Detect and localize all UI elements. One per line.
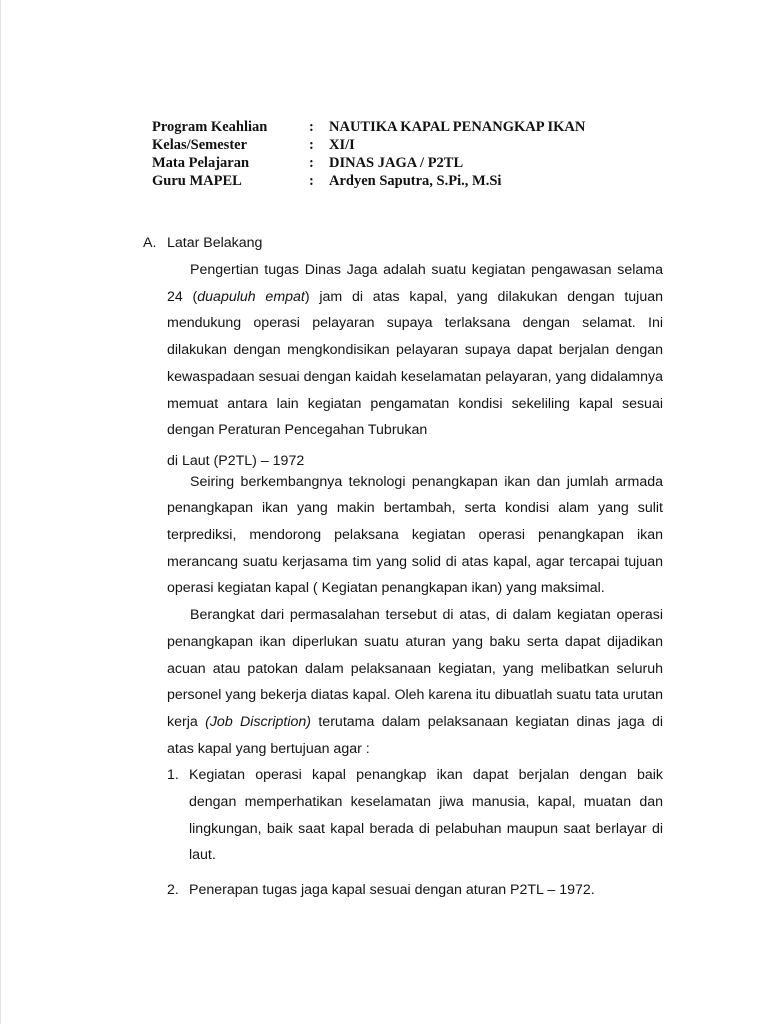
meta-label: Guru MAPEL — [152, 173, 242, 189]
paragraph-berangkat — [167, 602, 663, 762]
meta-colon: : — [309, 173, 314, 189]
meta-row-mapel — [152, 154, 585, 172]
document-meta-table — [152, 118, 585, 190]
section-title: Latar Belakang — [167, 235, 263, 251]
meta-row-program — [152, 118, 585, 136]
paragraph-seiring: Seiring berkembangnya teknologi penangkapan ikan dan jumlah armada penangkapan ikan yang makin bertambah, serta kondisi alam yang sulit terprediksi, mendorong pelaksana kegiatan operasi penangkapan ikan merancang suatu kerjasama tim yang solid di atas kapal, agar tercapai tujuan operasi kegiatan kapal ( Kegiatan penangkapan ikan) yang maksimal. — [167, 473, 663, 597]
document-body — [143, 231, 663, 904]
paragraph-text: terutama dalam pelaksanaan kegiatan dinas jaga di atas kapal yang bertujuan agar : — [167, 713, 663, 757]
list-item — [167, 877, 663, 904]
meta-label: Mata Pelajaran — [152, 155, 250, 171]
objectives-list — [167, 762, 663, 904]
paragraph-italic-text: (Job Discription) — [205, 713, 312, 730]
meta-label: Program Keahlian — [152, 119, 268, 135]
meta-value: DINAS JAGA / P2TL — [329, 155, 464, 171]
paragraph-italic-text: duapuluh empat — [197, 288, 305, 305]
list-item-number: 1. — [167, 767, 179, 784]
meta-colon: : — [309, 137, 314, 153]
paragraph-pengertian — [167, 257, 663, 444]
meta-value: Ardyen Saputra, S.Pi., M.Si — [329, 173, 502, 189]
meta-colon: : — [309, 155, 314, 171]
section-letter: A. — [143, 235, 157, 251]
list-item-text: Penerapan tugas jaga kapal sesuai dengan aturan P2TL – 1972. — [189, 882, 595, 899]
meta-value: NAUTIKA KAPAL PENANGKAP IKAN — [329, 119, 586, 135]
paragraph-text: Pengertian tugas Dinas Jaga adalah suatu kegiatan pengawasan selama 24 ( — [167, 262, 663, 305]
meta-value: XI/I — [329, 137, 355, 153]
paragraph-tail: di Laut (P2TL) – 1972 — [167, 452, 305, 469]
section-heading — [143, 231, 663, 255]
meta-label: Kelas/Semester — [152, 137, 248, 153]
list-item — [167, 762, 663, 869]
list-item-text: Kegiatan operasi kapal penangkap ikan dapat berjalan dengan baik dengan memperhatikan keselamatan jiwa manusia, kapal, muatan dan lingkungan, baik saat kapal berada di pelabuhan maupun saat berlayar di laut. — [189, 767, 663, 864]
paragraph-text: Berangkat dari permasalahan tersebut di atas, di dalam kegiatan operasi penangkapan ikan diperlukan suatu aturan yang baku serta dapat dijadikan acuan atau patokan dalam pelaksanaan kegiatan, yang melibatkan seluruh personel yang bekerja diatas kapal. Oleh karena itu dibuatlah suatu tata urutan kerja — [167, 607, 663, 730]
list-item-number: 2. — [167, 882, 179, 899]
meta-colon: : — [309, 119, 314, 135]
paragraph-text: ) jam di atas kapal, yang dilakukan dengan tujuan mendukung operasi pelayaran supaya terlaksana dengan selamat. Ini dilakukan dengan mengkondisikan pelayaran supaya dapat berjalan dengan kewaspadaan sesuai dengan kaidah keselamatan pelayaran, yang didalamnya memuat antara lain kegiatan pengamatan kondisi sekeliling kapal sesuai dengan Peraturan Pencegahan Tubrukan — [167, 288, 664, 439]
meta-row-kelas — [152, 136, 585, 154]
meta-row-guru — [152, 172, 585, 190]
